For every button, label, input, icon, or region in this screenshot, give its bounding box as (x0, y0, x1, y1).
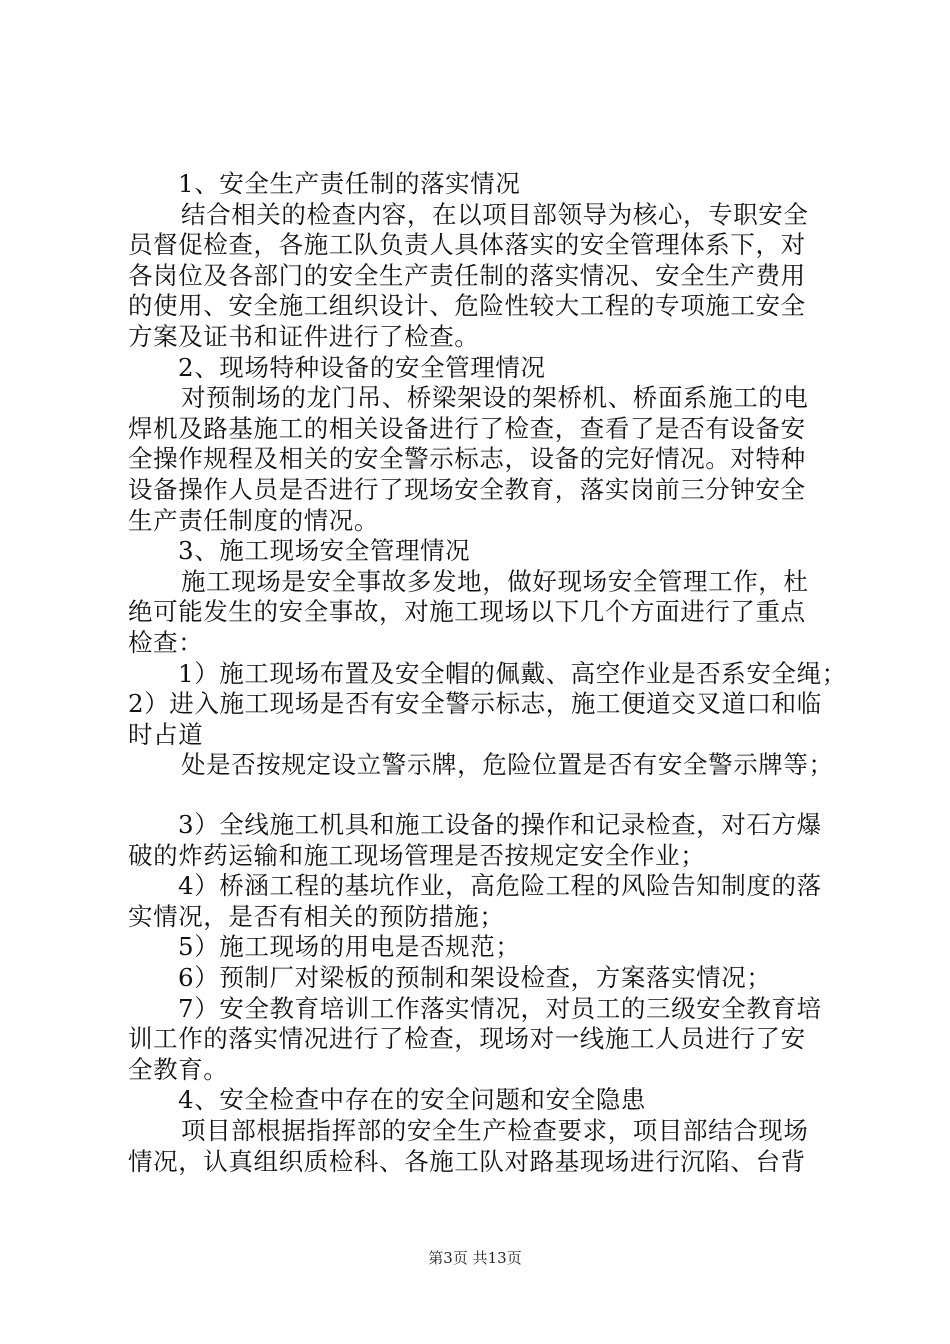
list-item-line: 1）施工现场布置及安全帽的佩戴、高空作业是否系安全绳； (178, 659, 847, 688)
list-item-line: 训工作的落实情况进行了检查，现场对一线施工人员进行了安 (128, 1024, 806, 1053)
list-item-line: 处是否按规定设立警示牌，危险位置是否有安全警示牌等； (181, 750, 834, 779)
list-item-line: 时占道 (128, 720, 204, 749)
paragraph-line: 情况，认真组织质检科、各施工队对路基现场进行沉陷、台背 (128, 1147, 806, 1176)
paragraph-line: 生产责任制度的情况。 (128, 506, 379, 535)
paragraph-line: 施工现场是安全事故多发地，做好现场安全管理工作，杜 (181, 567, 809, 596)
paragraph-line: 焊机及路基施工的相关设备进行了检查，查看了是否有设备安 (128, 414, 806, 443)
list-item-line: 4）桥涵工程的基坑作业，高危险工程的风险告知制度的落 (178, 871, 822, 900)
heading-section-1: 1、安全生产责任制的落实情况 (178, 169, 521, 198)
paragraph-line: 的使用、安全施工组织设计、危险性较大工程的专项施工安全 (128, 291, 806, 320)
list-item-line: 破的炸药运输和施工现场管理是否按规定安全作业； (128, 841, 706, 870)
paragraph-line: 各岗位及各部门的安全生产责任制的落实情况、安全生产费用 (128, 261, 806, 290)
list-item-line: 3）全线施工机具和施工设备的操作和记录检查，对石方爆 (178, 810, 822, 839)
heading-section-4: 4、安全检查中存在的安全问题和安全隐患 (178, 1085, 646, 1114)
paragraph-line: 方案及证书和证件进行了检查。 (128, 322, 480, 351)
list-item-line: 6）预制厂对梁板的预制和架设检查，方案落实情况； (178, 963, 772, 992)
paragraph-line: 设备操作人员是否进行了现场安全教育，落实岗前三分钟安全 (128, 475, 806, 504)
paragraph-line: 全操作规程及相关的安全警示标志，设备的完好情况。对特种 (128, 444, 806, 473)
list-item-line: 全教育。 (128, 1055, 229, 1084)
list-item-line: 实情况，是否有相关的预防措施； (128, 902, 505, 931)
list-item-line: 5）施工现场的用电是否规范； (178, 932, 521, 961)
paragraph-line: 对预制场的龙门吊、桥梁架设的架桥机、桥面系施工的电 (181, 383, 809, 412)
heading-section-3: 3、施工现场安全管理情况 (178, 536, 471, 565)
page-number-footer: 第3页 共13页 (428, 1249, 522, 1267)
paragraph-line: 项目部根据指挥部的安全生产检查要求，项目部结合现场 (181, 1116, 809, 1145)
paragraph-line: 员督促检查，各施工队负责人具体落实的安全管理体系下，对 (128, 230, 806, 259)
paragraph-line: 检查： (128, 628, 204, 657)
heading-section-2: 2、现场特种设备的安全管理情况 (178, 353, 546, 382)
paragraph-line: 结合相关的检查内容，在以项目部领导为核心，专职安全 (181, 200, 809, 229)
list-item-line: 7）安全教育培训工作落实情况，对员工的三级安全教育培 (178, 994, 822, 1023)
paragraph-line: 绝可能发生的安全事故，对施工现场以下几个方面进行了重点 (128, 597, 806, 626)
list-item-line: 2）进入施工现场是否有安全警示标志，施工便道交叉道口和临 (128, 689, 822, 718)
